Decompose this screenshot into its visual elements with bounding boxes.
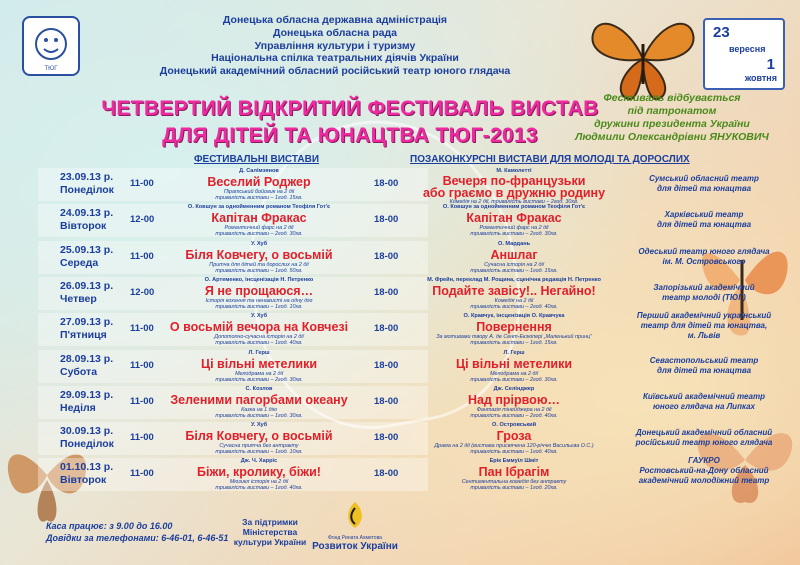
play-title: Ці вільні метелики (455, 356, 573, 371)
play-description: Комедія на 2 дії (494, 297, 534, 304)
play-description: тривалість вистави – 2год. 30хв. (470, 376, 558, 383)
theatre-line: Перший академічний український (636, 311, 772, 321)
theatre-name (628, 247, 780, 267)
theatre-line: Харківський театр (664, 210, 744, 220)
end-day: 1 (766, 56, 775, 73)
author: Л. Герш (248, 349, 270, 356)
butterfly-icon (588, 14, 698, 104)
play-description: тривалість вистави – 1год. 50хв. (215, 267, 303, 274)
svg-text:ТЮГ: ТЮГ (44, 66, 58, 72)
info-phones: Довідки за телефонами: 6-46-01, 6-46-51 (46, 533, 229, 543)
play-title: Біля Ковчегу, о восьмій (185, 247, 333, 262)
offcompetition-time: 18-00 (374, 286, 399, 298)
offcompetition-time: 18-00 (374, 359, 399, 371)
row-date (60, 244, 130, 270)
play-description: тривалість вистави – 2год. 40хв. (470, 412, 558, 419)
play-description: Мелодрама на 2 дії (235, 370, 283, 377)
weekday: Середа (60, 256, 99, 269)
author: О. Ковшун за однойменним романом Теофіля Гот'є (187, 204, 331, 211)
play-description: тривалість вистави – 2год. 30хв. (470, 231, 558, 238)
theatre-line: Ростовський-на-Дону обласний (639, 466, 769, 476)
festival-play-cell (156, 422, 362, 455)
play-title: Над прірвою… (467, 392, 560, 407)
weekday: П'ятниця (60, 329, 107, 342)
author: Д. Салімзянов (239, 168, 279, 174)
weekday: Вівторок (60, 474, 107, 487)
row-date (60, 316, 130, 342)
offcompetition-play-cell (404, 422, 624, 455)
author: Дж. Ч. Харріс (240, 458, 278, 465)
play-title: Я не прощаюся… (204, 283, 314, 298)
offcompetition-play-cell (404, 350, 624, 383)
weekday: Понеділок (60, 438, 114, 451)
box-office-hours: Каса працює: з 9.00 до 16.00 (46, 521, 173, 531)
play-description: Романтичний фарс на 2 дії (224, 225, 294, 232)
play-description: Мюзикл історія на 2 дії (229, 479, 289, 486)
support-line: Міністерства (242, 527, 298, 537)
author: О. Артеменко, інсценізація Н. Петренко (204, 276, 314, 283)
play-description: тривалість вистави – 1год. 40хв. (215, 485, 303, 492)
author: М. Камолетті (496, 168, 532, 174)
theatre-name (628, 283, 780, 303)
schedule-row (38, 350, 778, 383)
play-description: тривалість вистави – 2год. 30хв. (215, 376, 303, 383)
schedule-row (38, 386, 778, 419)
play-description: Сучасна історія на 2 дії (484, 261, 544, 268)
festival-time: 12-00 (130, 286, 155, 298)
performance-date: 30.09.13 р. (60, 425, 114, 438)
schedule-row (38, 241, 778, 274)
box-office-info (46, 520, 228, 544)
row-date (60, 425, 130, 451)
festival-play-cell (156, 241, 362, 274)
weekday: Четвер (60, 292, 97, 305)
play-description: Піратський бойовик на 2 дії (223, 189, 295, 195)
play-title: Капітан Фракас (211, 211, 307, 226)
performance-date: 23.09.13 р. (60, 171, 114, 183)
festival-time: 11-00 (130, 250, 154, 262)
patronage-note (548, 92, 796, 144)
festival-play-cell (156, 204, 362, 237)
performance-date: 27.09.13 р. (60, 316, 114, 329)
theatre-line: Одеський театр юного глядача (638, 246, 770, 256)
play-description: За мотивами твору А. де Сент-Екзюпері „Маленький принц” (436, 334, 592, 341)
row-date (60, 389, 130, 415)
author: Ерік Еммуїл Шміт (489, 458, 539, 465)
theatre-logo (22, 16, 80, 76)
offcompetition-plays-header: ПОЗАКОНКУРСНІ ВИСТАВИ ДЛЯ МОЛОДІ ТА ДОРОСЛИХ (410, 154, 690, 165)
play-description: тривалість вистави – 1год. 40хв. (215, 340, 303, 347)
theatre-line: театр для дітей та юнацтва, (640, 321, 768, 331)
play-description: Драма на 2 дії (вистава присвячена 120-річчю Васильєва О.С.) (434, 443, 594, 450)
play-title: Аншлаг (490, 247, 538, 262)
play-description: тривалість вистави – 2год. 40хв. (470, 303, 558, 310)
performance-date: 01.10.13 р. (60, 461, 114, 474)
start-day: 23 (713, 24, 730, 41)
author: М. Фрейн, переклад М. Рощина, сценічна редакція Н. Петренко (427, 276, 601, 283)
festival-time: 11-00 (130, 468, 154, 480)
theatre-name (628, 428, 780, 448)
theatre-line: для дітей та юнацтва (656, 365, 752, 375)
author: У. Хуб (250, 240, 268, 247)
theatre-name (628, 456, 780, 486)
foundation-logo-icon (342, 500, 368, 530)
theatre-name (628, 174, 780, 194)
patronage-line: дружини президента України (594, 118, 750, 130)
play-title: Гроза (496, 429, 532, 444)
theatre-line: для дітей та юнацтва (656, 184, 752, 193)
play-description: Притча для дітей та дорослих на 2 дії (209, 261, 309, 268)
offcompetition-play-cell (404, 277, 624, 310)
performance-date: 29.09.13 р. (60, 388, 114, 401)
weekday: Неділя (60, 401, 96, 414)
play-title: Пан Ібрагім (478, 465, 550, 480)
play-description: Мелодрама на 2 дії (490, 370, 538, 377)
end-month: жовтня (744, 73, 777, 83)
performance-date: 25.09.13 р. (60, 243, 114, 256)
play-description: тривалість вистави – 2год. 30хв. (215, 231, 303, 238)
play-title: Ці вільні метелики (200, 356, 318, 371)
offcompetition-time: 18-00 (374, 395, 399, 407)
author: О. Ковшун за однойменним романом Теофіля Гот'є (442, 204, 586, 211)
performance-date: 24.09.13 р. (60, 207, 114, 220)
theatre-line: Сумський обласний театр (649, 174, 759, 183)
offcompetition-time: 18-00 (374, 214, 399, 226)
row-date (60, 171, 130, 197)
offcompetition-play-cell (404, 204, 624, 237)
festival-play-cell (156, 168, 362, 201)
organiser-line: Донецька обласна рада (273, 26, 397, 39)
weekday: Субота (60, 365, 98, 378)
theatre-line: Київський академічний театр (643, 391, 765, 401)
theatre-name (628, 356, 780, 376)
festival-title (70, 95, 630, 149)
organiser-line: Донецька обласна державна адміністрація (222, 14, 448, 26)
foundation-logo (300, 500, 410, 552)
play-description: Допотопно-сучасна історія на 2 дії (214, 334, 304, 341)
festival-play-cell (156, 350, 362, 383)
patronage-line: Фестиваль відбувається (603, 92, 741, 104)
offcompetition-play-cell (404, 458, 624, 491)
play-title: Біля Ковчегу, о восьмій (185, 429, 333, 444)
play-description: тривалість вистави – 1год. 15хв. (215, 195, 303, 201)
play-description: Фантазія тінейджера на 2 дії (476, 406, 552, 413)
author: О. Островський (491, 422, 537, 429)
foundation-small-label: Фонд Рината Ахметова (328, 535, 382, 541)
theatre-line: російський театр юного глядача (635, 438, 773, 448)
play-title: Подайте завісу!.. Негайно! (432, 283, 596, 298)
support-line: культури України (233, 537, 307, 547)
theatre-line: юного глядача на Липках (652, 401, 756, 411)
play-title: або граємо в дружню родину (422, 186, 606, 200)
schedule-row (38, 277, 778, 310)
festival-time: 12-00 (130, 214, 155, 226)
organiser-line: Управління культури і туризму (254, 39, 416, 52)
row-date (60, 280, 130, 306)
offcompetition-time: 18-00 (374, 178, 399, 189)
theatre-line: ГАУКРО (688, 456, 720, 466)
row-date (60, 207, 130, 233)
play-description: тривалість вистави – 1год. 10хв. (215, 303, 303, 310)
foundation-name: Розвиток України (312, 541, 398, 552)
play-description: тривалість вистави – 1год. 15хв. (470, 267, 558, 274)
schedule-row (38, 422, 778, 455)
festival-play-cell (156, 386, 362, 419)
festival-time: 11-00 (130, 359, 154, 371)
play-title: Веселий Роджер (207, 175, 311, 189)
theatre-name (628, 311, 780, 341)
offcompetition-play-cell (404, 313, 624, 346)
offcompetition-time: 18-00 (374, 250, 399, 262)
festival-time: 11-00 (130, 432, 154, 444)
theatre-name (628, 392, 780, 412)
performance-date: 28.09.13 р. (60, 352, 114, 365)
play-description: Сучасна притча без антракту (219, 443, 299, 450)
offcompetition-play-cell (404, 168, 624, 205)
schedule-row (38, 204, 778, 237)
support-line: За підтримки (242, 517, 298, 527)
play-title: Капітан Фракас (466, 211, 562, 226)
offcompetition-time: 18-00 (374, 323, 399, 335)
play-description: Сентиментальна комедія без антракту (461, 479, 567, 486)
play-description: Казка на 1 дію (241, 406, 277, 413)
festival-dates-box (703, 18, 785, 90)
festival-play-cell (156, 277, 362, 310)
offcompetition-play-cell (404, 241, 624, 274)
festival-time: 11-00 (130, 323, 154, 335)
theatre-line: академічний молодіжний театр (638, 476, 770, 486)
play-description: тривалість вистави – 1год. 20хв. (470, 485, 558, 492)
theatre-line: для дітей та юнацтва (656, 220, 752, 230)
schedule-row (38, 168, 778, 205)
offcompetition-play-cell (404, 386, 624, 419)
play-title: Біжи, кролику, біжи! (197, 465, 321, 480)
play-title: Вечеря по-французьки (442, 174, 586, 188)
organiser-line: Національна спілка театральних діячів України (211, 52, 459, 65)
theatre-line: Донецький академічний обласний (635, 428, 773, 438)
author: У. Хуб (250, 422, 268, 429)
play-title: О восьмій вечора на Ковчезі (169, 320, 349, 335)
play-title: Зеленими пагорбами океану (170, 392, 348, 407)
play-description: Комедія на 2 дії, тривалість вистави – 2год. 30хв. (449, 199, 579, 205)
performance-date: 26.09.13 р. (60, 279, 114, 292)
theatre-line: м. Львів (687, 331, 721, 341)
play-description: Романтичний фарс на 2 дії (479, 225, 549, 232)
play-description: тривалість вистави – 1год. 40хв. (470, 449, 558, 456)
play-description: тривалість вистави – 1год. 10хв. (215, 449, 303, 456)
festival-plays-header: ФЕСТИВАЛЬНІ ВИСТАВИ (194, 154, 320, 165)
theatre-name (628, 210, 780, 230)
author: О. Мардань (497, 240, 531, 247)
play-title: Повернення (476, 320, 552, 335)
play-description: Історія кохання та ненависті на одну дію (205, 297, 313, 304)
theatre-line: ім. М. Островського (662, 256, 746, 266)
author: С. Козлов (245, 385, 273, 392)
theatre-line: Запорізький академічний (653, 282, 755, 292)
row-date (60, 461, 130, 487)
weekday: Вівторок (60, 220, 107, 233)
festival-time: 11-00 (130, 178, 154, 189)
theatre-logo-icon (24, 18, 78, 74)
author: Дж. Селінджер (493, 385, 535, 392)
author: О. Кравчук, інсценізація О. Кравчука (463, 313, 565, 320)
theatre-line: театр молоді (ТЮГ) (662, 292, 746, 302)
title-line: ДЛЯ ДІТЕЙ ТА ЮНАЦТВА ТЮГ-2013 (162, 124, 538, 147)
festival-play-cell (156, 313, 362, 346)
schedule-row (38, 458, 778, 491)
row-date (60, 353, 130, 379)
festival-time: 11-00 (130, 395, 154, 407)
title-line: ЧЕТВЕРТИЙ ВІДКРИТИЙ ФЕСТИВАЛЬ ВИСТАВ (101, 97, 599, 120)
organisers-block (100, 14, 570, 78)
schedule-row (38, 313, 778, 346)
theatre-line: Севастопольський театр (649, 355, 759, 365)
author: У. Хуб (250, 313, 268, 320)
play-description: тривалість вистави – 1год. 30хв. (215, 412, 303, 419)
offcompetition-time: 18-00 (374, 468, 399, 480)
patronage-line: під патронатом (627, 105, 717, 117)
offcompetition-time: 18-00 (374, 432, 399, 444)
weekday: Понеділок (60, 184, 114, 196)
patronage-line: Людмили Олександрівни ЯНУКОВИЧ (575, 131, 769, 143)
festival-play-cell (156, 458, 362, 491)
play-description: тривалість вистави – 1год. 15хв. (470, 340, 558, 347)
author: Л. Герш (503, 349, 525, 356)
start-month: вересня (729, 44, 766, 54)
organiser-line: Донецький академічний обласний російський театр юного глядача (159, 65, 511, 78)
